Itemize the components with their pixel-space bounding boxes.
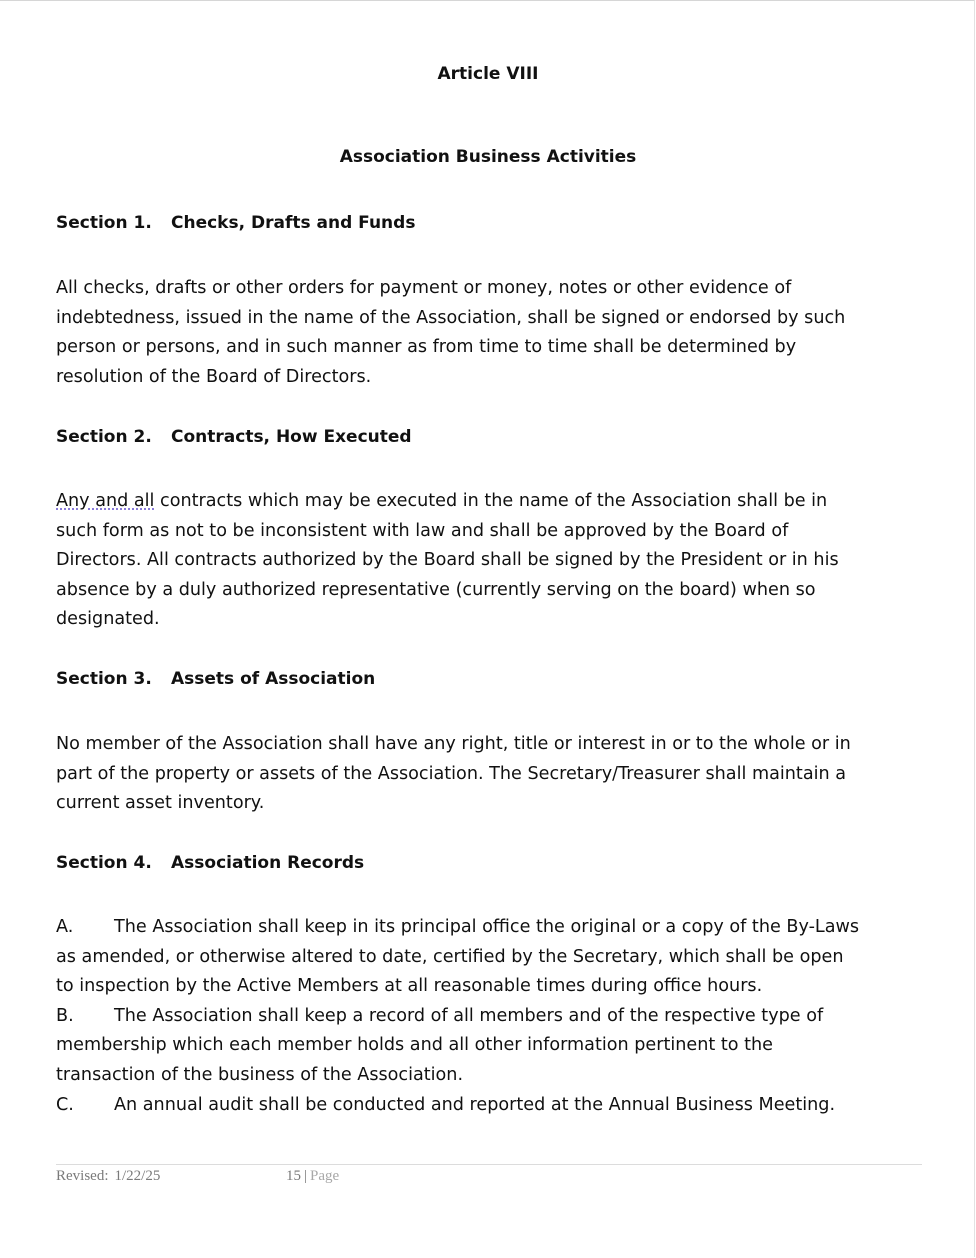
page-number: 15: [286, 1168, 301, 1184]
text-line: person or persons, and in such manner as from time to time shall be determined by: [56, 337, 797, 358]
text-line-rest: contracts which may be executed in the name of the Association shall be in: [154, 491, 828, 511]
section-2-heading: [56, 427, 412, 447]
section-3-paragraph: [56, 730, 922, 819]
list-item-letter: C.: [56, 1094, 74, 1115]
section-2-paragraph: [56, 487, 922, 635]
text-line: current asset inventory.: [56, 793, 265, 814]
section-4-heading: [56, 853, 364, 873]
text-line: such form as not to be inconsistent with law and shall be approved by the Board of: [56, 520, 789, 541]
grammar-flagged-phrase[interactable]: Any and all: [56, 491, 155, 511]
section-3-heading: [56, 669, 375, 689]
section-number: Section 3.: [56, 669, 152, 689]
footer-divider: [56, 1164, 922, 1165]
text-line: All checks, drafts or other orders for payment or money, notes or other evidence of: [56, 278, 792, 298]
page-footer: [56, 1168, 340, 1185]
section-1-heading: [56, 213, 415, 233]
list-item-line: C. An annual audit shall be conducted and reported at the Annual Business Meeting.: [56, 1091, 922, 1121]
page-number-block: [286, 1168, 339, 1185]
list-item-line: transaction of the business of the Association.: [56, 1064, 464, 1085]
section-title: Checks, Drafts and Funds: [171, 213, 416, 233]
section-number: Section 4.: [56, 853, 152, 873]
text-line: indebtedness, issued in the name of the Association, shall be signed or endorsed by such: [56, 307, 846, 328]
section-title: Association Records: [171, 853, 365, 873]
list-item-line: membership which each member holds and all other information pertinent to the: [56, 1035, 774, 1056]
section-title: Assets of Association: [171, 669, 376, 689]
text-line: [56, 487, 922, 517]
text-line: part of the property or assets of the Association. The Secretary/Treasurer shall maintain a: [56, 763, 847, 784]
text-line: designated.: [56, 609, 160, 630]
page-separator: |: [304, 1168, 308, 1184]
section-1-paragraph: [56, 274, 922, 392]
text-line: Directors. All contracts authorized by the Board shall be signed by the President or in his: [56, 550, 839, 571]
list-item-line: A. The Association shall keep in its principal office the original or a copy of the By-Laws: [56, 913, 922, 943]
text-line: absence by a duly authorized representative (currently serving on the board) when so: [56, 579, 816, 600]
list-item-line: to inspection by the Active Members at all reasonable times during office hours.: [56, 976, 763, 997]
list-item-line: as amended, or otherwise altered to date, certified by the Secretary, which shall be open: [56, 946, 844, 967]
revised-label: Revised:: [56, 1168, 109, 1184]
list-item-letter: A.: [56, 917, 74, 937]
list-item-line: B. The Association shall keep a record of all members and of the respective type of: [56, 1002, 922, 1032]
article-heading: Article VIII: [437, 64, 539, 84]
revised-date: 1/22/25: [114, 1168, 161, 1184]
section-number: Section 1.: [56, 213, 152, 233]
list-item-letter: B.: [56, 1005, 74, 1026]
text-line: No member of the Association shall have any right, title or interest in or to the whole or in: [56, 734, 851, 754]
page-word: Page: [310, 1168, 340, 1184]
section-title: Contracts, How Executed: [171, 427, 412, 447]
section-number: Section 2.: [56, 427, 152, 447]
article-subtitle: Association Business Activities: [339, 147, 637, 167]
text-line: resolution of the Board of Directors.: [56, 366, 372, 387]
records-list: [56, 913, 922, 1120]
